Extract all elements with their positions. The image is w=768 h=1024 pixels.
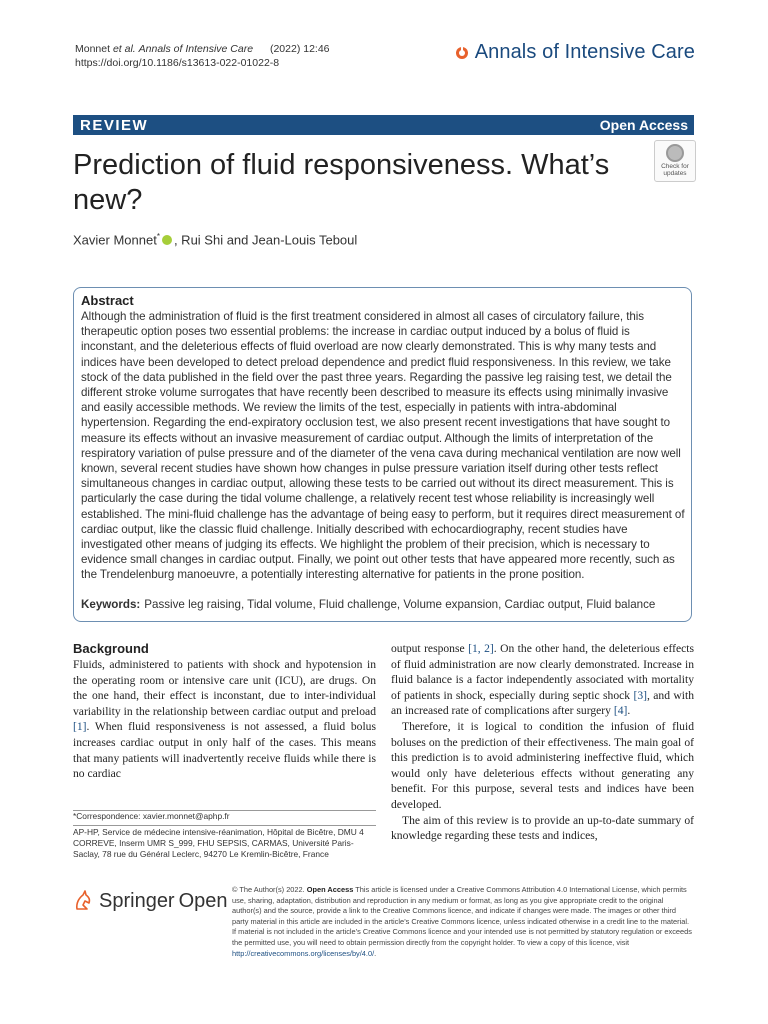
keywords-label: Keywords: bbox=[81, 598, 141, 611]
affiliation: AP-HP, Service de médecine intensive-réanimation, Hôpital de Bicêtre, DMU 4 CORREVE, Inserm UMR S_999, FHU SEPSIS, CARMAS, Université Paris-Saclay, 78 rue du Général Leclerc, 94270 Le Kremlin-Bicêtre, France bbox=[73, 827, 364, 860]
open-access-badge bbox=[594, 115, 694, 135]
doi-link[interactable]: https://doi.org/10.1186/s13613-022-01022-8 bbox=[75, 57, 280, 69]
publisher-name-suffix: Open bbox=[178, 889, 228, 912]
journal-logo-icon bbox=[455, 46, 469, 60]
affiliation-divider bbox=[73, 825, 376, 826]
keywords bbox=[81, 597, 685, 612]
correspondence: *Correspondence: xavier.monnet@aphp.fr bbox=[73, 811, 230, 821]
orcid-icon[interactable] bbox=[162, 235, 172, 245]
corresponding-mark: * bbox=[156, 232, 160, 241]
abstract-text: Although the administration of fluid is the first treatment considered in almost all cases of circulatory failure, this therapeutic option poses two essential problems: the increase in cardiac output induced by a bolus of fluid is inconstant, and the deleterious effects of fluid overload are now clearly demonstrated. This is why many tests and indices have been developed to detect preload dependence and predict fluid responsiveness. In this review, we take stock of the data published in the field over the past three years. Regarding the passive leg raising test, we detail the different stroke volume surrogates that have recently been described to measure its effects using minimally invasive and easily accessible methods. We review the limits of the test, especially in patients with intra-abdominal hypertension. Regarding the end-expiratory occlusion test, we also present recent investigations that have sought to measure its effects without an invasive measurement of cardiac output. Although the limits of interpretation of the respiratory variation of pulse pressure and of the diameter of the vena cava during mechanical ventilation are now well known, several recent studies have shown how changes in pulse pressure variation itself during other tests reflect simultaneous changes in cardiac output, allowing these tests to be carried out without its direct measurement. This is particularly the case during the tidal volume challenge, a relatively recent test whose reliability is increasingly well established. The mini-fluid challenge has the advantage of being easy to perform, but it requires direct measurement of cardiac output, like the classic fluid challenge. Initially described with echocardiography, recent studies have investigated other means of judging its effects. We highlight the problem of their precision, which is necessary to evidence small changes in cardiac output. Finally, we point out other tests that have appeared more recently, such as the Trendelenburg manoeuvre, a potentially interesting alternative for patients in the prone position. bbox=[81, 310, 685, 582]
citation-ref[interactable]: [1, 2] bbox=[468, 642, 494, 655]
license-end: . bbox=[374, 948, 377, 958]
body-text: . On the other hand, the deleterious effects of fluid administration are now clearly demonstrated. Increase in fluid balance is a factor independently associated with mortality of patients in shock, especially during septic shock bbox=[391, 642, 694, 702]
paragraph: The aim of this review is to provide an up-to-date summary of knowledge regarding these tests and indices, bbox=[391, 813, 694, 843]
journal-name: Annals of Intensive Care bbox=[474, 41, 695, 63]
license-link[interactable]: http://creativecommons.org/licenses/by/4.0/ bbox=[232, 948, 375, 958]
open-access-label: Open Access bbox=[599, 117, 688, 133]
body-column-right bbox=[391, 641, 694, 844]
body-text: , and with an increased rate of complications after surgery bbox=[391, 688, 694, 718]
body-column-left bbox=[73, 657, 376, 782]
publisher-name bbox=[99, 890, 228, 913]
paragraph: Therefore, it is logical to condition the infusion of fluid boluses on the prediction of their effectiveness. The main goal of this prediction is to avoid administering ineffective fluid, which would only have deleterious effects without generating any benefit. For this purpose, several tests and indices have been developed. bbox=[391, 719, 694, 811]
section-heading: Background bbox=[73, 641, 149, 656]
check-for-updates-button[interactable] bbox=[654, 140, 696, 182]
journal-brand[interactable] bbox=[455, 41, 695, 64]
other-authors: , Rui Shi and Jean-Louis Teboul bbox=[173, 232, 358, 248]
license-text bbox=[232, 885, 694, 959]
publisher-logo[interactable] bbox=[73, 889, 228, 913]
springer-horse-icon bbox=[73, 889, 93, 913]
citation-journal: Annals of Intensive Care bbox=[138, 43, 254, 55]
publisher-name-main: Springer bbox=[99, 889, 175, 912]
article-title: Prediction of fluid responsiveness. What’s new? bbox=[73, 149, 610, 216]
article-type: REVIEW bbox=[80, 117, 149, 134]
body-text: output response bbox=[391, 642, 469, 655]
license-open-access: Open Access bbox=[306, 885, 354, 894]
citation-volume: (2022) 12:46 bbox=[269, 43, 330, 55]
body-text: . When fluid responsiveness is not assessed, a fluid bolus increases cardiac output in only half of the cases. This means that many patients will inadvertently receive fluids while there is no cardiac bbox=[73, 720, 376, 781]
citation-line bbox=[75, 42, 330, 70]
author-name[interactable]: Xavier Monnet bbox=[73, 232, 157, 248]
license-body: This article is licensed under a Creative Commons Attribution 4.0 International License, which permits use, sharing, adaptation, distribution and reproduction in any medium or format, as long as you give appropriate credit to the original author(s) and the source, provide a link to the Creative Commons licence, and indicate if changes were made. The images or other third party material in this article are included in the article’s Creative Commons licence, unless indicated otherwise in a credit line to the material. If material is not included in the article’s Creative Commons licence and your intended use is not permitted by statutory regulation or exceeds the permitted use, you will need to obtain permission directly from the copyright holder. To view a copy of this licence, visit bbox=[232, 885, 692, 947]
author-list bbox=[73, 232, 357, 247]
updates-icon bbox=[666, 144, 684, 162]
citation-etal: et al. bbox=[112, 43, 136, 55]
keywords-list: Passive leg raising, Tidal volume, Fluid challenge, Volume expansion, Cardiac output, Fluid balance bbox=[144, 598, 656, 611]
citation-ref[interactable]: [1] bbox=[73, 720, 87, 734]
citation-ref[interactable]: [3] bbox=[633, 688, 647, 702]
paragraph bbox=[391, 641, 694, 719]
abstract-heading: Abstract bbox=[81, 293, 134, 308]
citation-authors: Monnet bbox=[75, 43, 113, 55]
body-text: Fluids, administered to patients with shock and hypotension in the operating room or intensive care unit (ICU), are drugs. On the one hand, their effect is inconstant, due to inter-individual variability in the relationship between cardiac output and preload bbox=[73, 658, 376, 718]
check-for-updates-label: Check for updates bbox=[661, 163, 689, 177]
citation-ref[interactable]: [4] bbox=[613, 704, 628, 718]
license-prefix: © The Author(s) 2022. bbox=[232, 885, 307, 894]
body-text: . bbox=[627, 704, 631, 718]
